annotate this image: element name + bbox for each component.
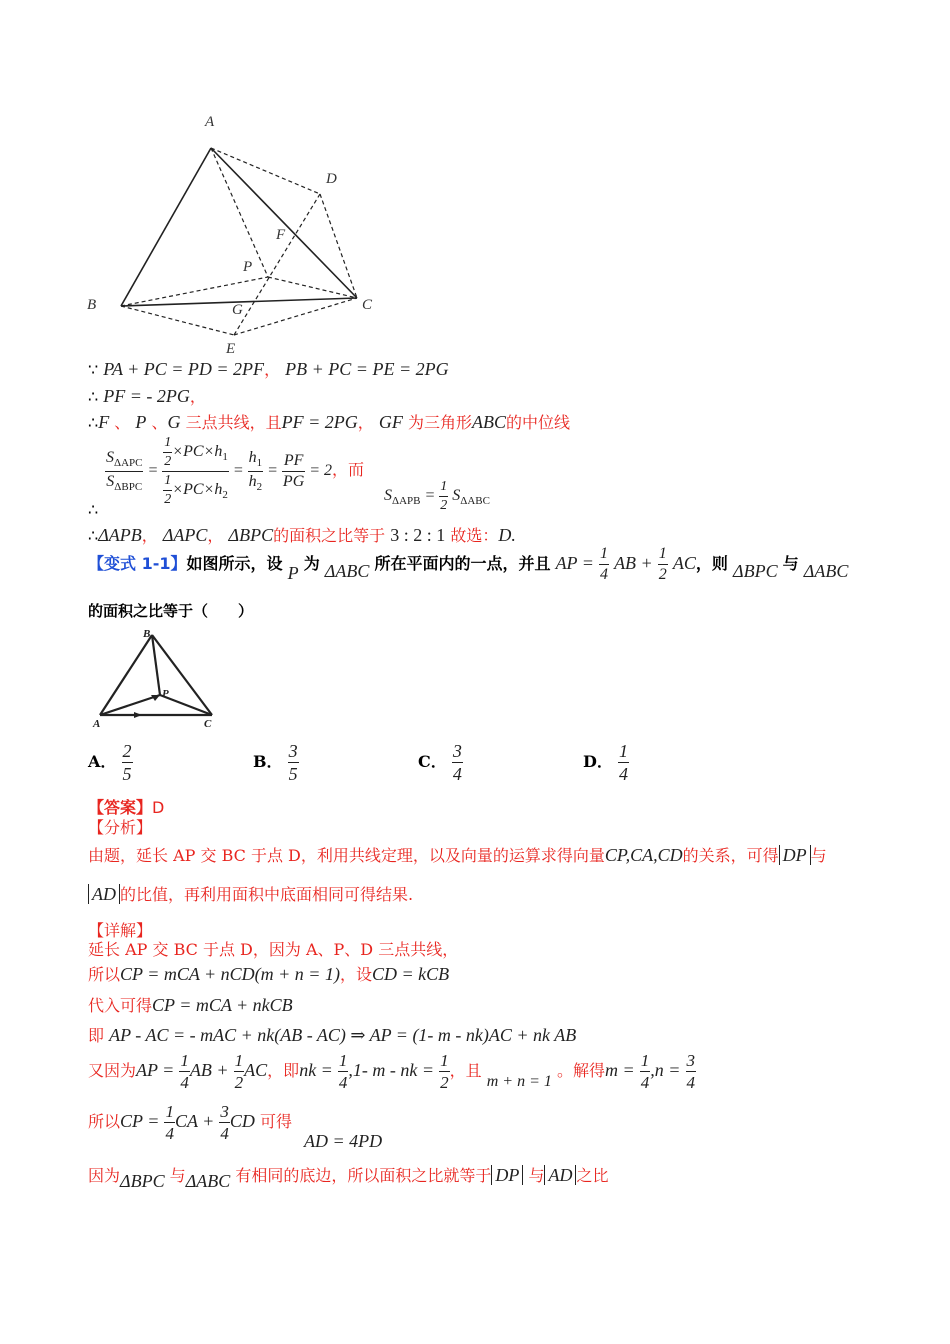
- option-b[interactable]: B． $\frac{3}{5}$: [253, 741, 298, 784]
- variant-question-line2: 的面积之比等于（ ）: [88, 602, 254, 620]
- figure-triangle-2: [88, 625, 223, 735]
- label-b: B: [87, 297, 97, 313]
- analysis-p2: AD 的比值，再利用面积中底面相同可得结果.: [88, 882, 413, 905]
- detail-label: 【详解】: [88, 921, 153, 940]
- label-g: G: [232, 302, 243, 318]
- detail-line-6-result: AD = 4PD: [304, 1131, 383, 1151]
- line-3: ∴F 、 P 、G 三点共线，且PF = 2PG， GF 为三角形ABC的中位线: [88, 412, 570, 432]
- analysis-label: 【分析】: [88, 818, 153, 837]
- label-a: A: [205, 114, 215, 130]
- detail-line-2: 所以CP = mCA + nCD(m + n = 1)，设CD = kCB: [88, 964, 450, 984]
- line-1: ∵ PA + PC = PD = 2PF， PB + PC = PE = 2PG: [88, 359, 449, 379]
- variant-tag: 【变式 1-1】: [88, 554, 187, 573]
- line-4-therefore: ∴: [88, 500, 99, 519]
- label-p: P: [243, 259, 253, 275]
- option-d[interactable]: D． $\frac{1}{4}$: [583, 741, 628, 784]
- detail-line-4: 即 AP - AC = - mAC + nk(AB - AC) ⇒ AP = (1- m - nk)AC + nk AB: [88, 1025, 577, 1045]
- option-a[interactable]: A． $\frac{2}{5}$: [88, 741, 132, 784]
- line-2: ∴ PF = - 2PG，: [88, 386, 206, 406]
- label-d: D: [326, 171, 337, 187]
- detail-line-5: 又因为AP = $\frac{1}{4}$ AB + $\frac{1}{2}$ AC，即nk = $\frac{1}{4}$ ,1- m - nk = $\frac{1}{2}$ ，且 m + n = 1 。解得m = $\frac{1}{4}$ ,n = $\frac{3}{4}$: [88, 1051, 696, 1092]
- label-c2: C: [204, 718, 212, 730]
- detail-line-3: 代入可得CP = mCA + nkCB: [88, 995, 293, 1015]
- analysis-p1: 由题，延长 AP 交 BC 于点 D，利用共线定理，以及向量的运算求得向量CP,CA,CD的关系，可得 DP 与: [88, 845, 827, 865]
- label-e: E: [226, 341, 236, 357]
- label-c: C: [362, 297, 373, 313]
- detail-line-7: 因为ΔBPC 与ΔABC 有相同的底边，所以面积之比就等于 DP 与 AD 之比: [88, 1165, 609, 1191]
- label-a2: A: [93, 718, 101, 730]
- label-f: F: [276, 227, 286, 243]
- detail-line-6: 所以CP = $\frac{1}{4}$ CA + $\frac{3}{4}$ CD 可得: [88, 1102, 292, 1143]
- label-p2: P: [162, 688, 169, 700]
- figure-geometry-1: [80, 105, 390, 360]
- line-5: ∴ΔAPB， ΔAPC， ΔBPC的面积之比等于 3 : 2 : 1 故选：D.: [88, 525, 516, 545]
- detail-line-1: 延长 AP 交 BC 于点 D，因为 A、P、D 三点共线，: [88, 940, 459, 959]
- variant-question: 【变式 1-1】如图所示，设 P 为 ΔABC 所在平面内的一点，并且 AP = $\frac{1}{4}$ AB + $\frac{1}{2}$ AC，则 ΔBPC 与 ΔABC: [88, 545, 849, 583]
- answer: 【答案】D: [88, 798, 165, 817]
- option-c[interactable]: C． $\frac{3}{4}$: [418, 741, 462, 784]
- line-4-s-apb: $S_{\Delta APB}$ = $\frac{1}{2}$ $S_{\Delta ABC}$: [384, 479, 490, 513]
- line-4-area-ratio: $\frac{S_{\Delta APC}}{S_{\Delta BPC}}$ = $\frac{1}{2}$ $\times PC\times h_1$ $\frac{1}{2}$ $\times PC\times h_2$ = $\frac{h_1}{h_2}$ = $\frac{PF}{PG}$ = 2，而: [106, 435, 365, 507]
- edge-ab: [121, 148, 211, 306]
- label-b2: B: [143, 628, 151, 640]
